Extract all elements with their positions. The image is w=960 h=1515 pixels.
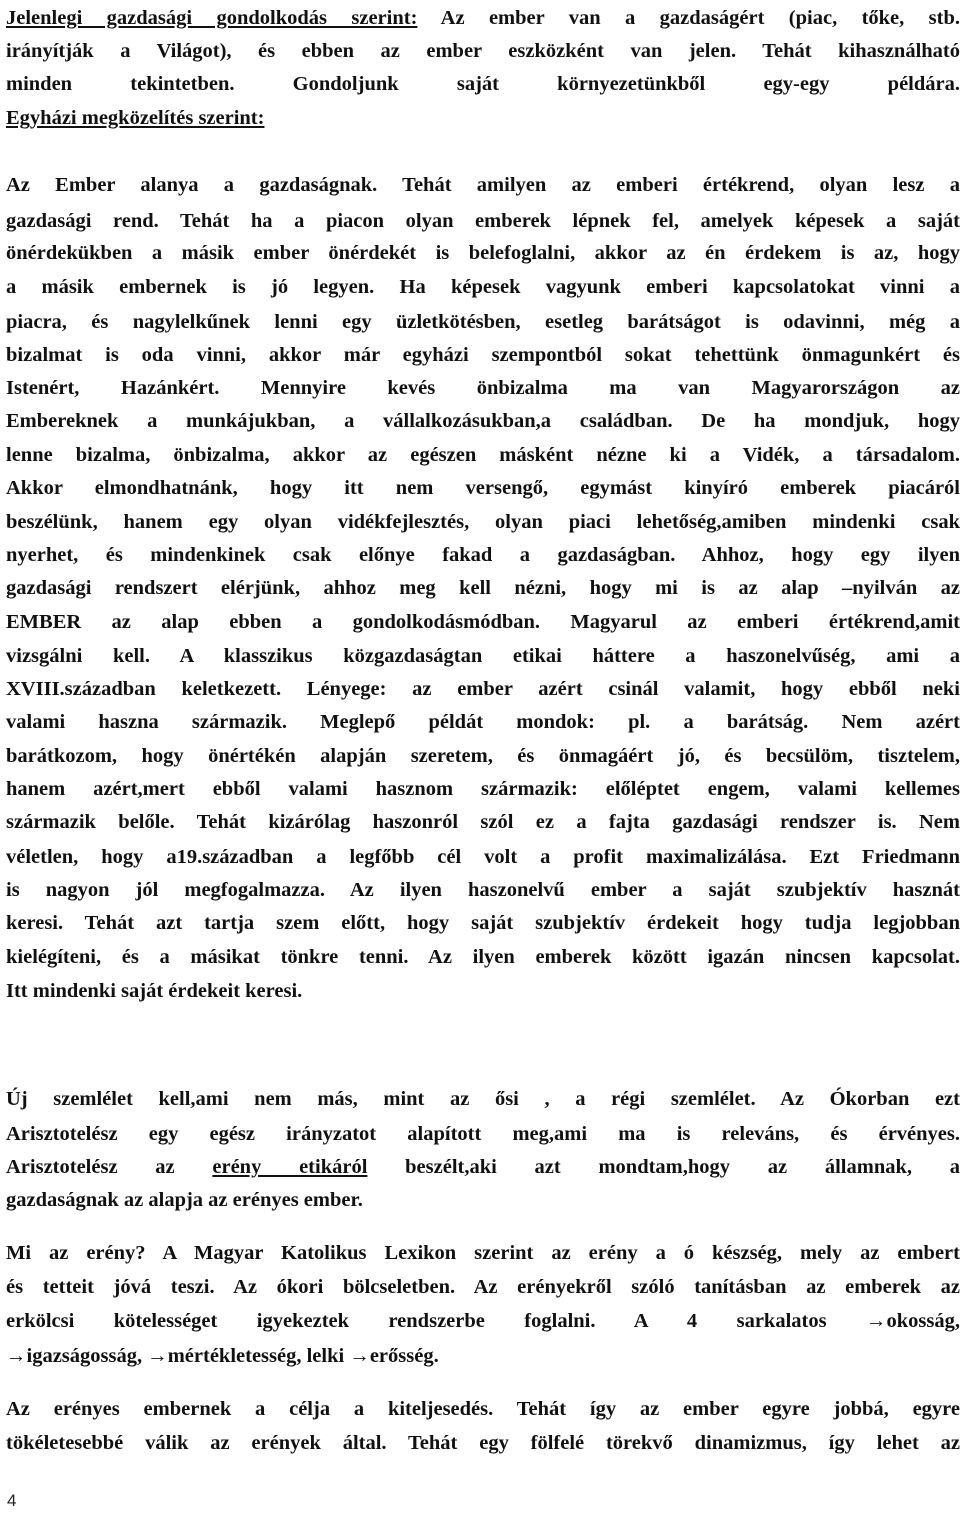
text-segment: Arisztotelész egy egész irányzatot alapított meg,ami ma is releváns, és érvényes.: [6, 1123, 960, 1145]
text-segment: valami haszna származik. Meglepő példát mondok: pl. a barátság. Nem azért: [6, 711, 960, 733]
text-line: [6, 1428, 960, 1458]
text-line: [6, 473, 960, 503]
text-segment: beszélünk, hanem egy olyan vidékfejlesztés, olyan piaci lehetőség,amiben mindenki csak: [6, 511, 960, 533]
text-line: [6, 674, 960, 704]
text-line: [6, 1238, 960, 1268]
underlined-text: Jelenlegi gazdasági gondolkodás szerint:: [6, 7, 418, 29]
text-line: [6, 1341, 960, 1371]
text-segment: minden tekintetben. Gondoljunk saját környezetünkből egy-egy példára.: [6, 73, 960, 95]
text-line: [6, 1119, 960, 1149]
text-line: [6, 1394, 960, 1424]
text-segment: Embereknek a munkájukban, a vállalkozásukban,a családban. De ha mondjuk, hogy: [6, 410, 960, 432]
text-segment: keresi. Tehát azt tartja szem előtt, hogy saját szubjektív érdekeit hogy tudja legjobban: [6, 912, 960, 934]
text-line: [6, 1185, 960, 1215]
text-segment: beszélt,aki azt mondtam,hogy az államnak, a: [367, 1156, 960, 1178]
text-line: [6, 875, 960, 905]
text-segment: gazdaságnak az alapja az erényes ember.: [6, 1189, 363, 1211]
text-line: [6, 842, 960, 872]
text-segment: Mi az erény? A Magyar Katolikus Lexikon szerint az erény a ó készség, mely az embert: [6, 1242, 960, 1264]
text-line: [6, 573, 960, 603]
text-segment: lenne bizalma, önbizalma, akkor az egészen másként nézne ki a Vidék, a társadalom.: [6, 444, 960, 466]
text-line: [6, 707, 960, 737]
text-segment: gazdasági rendszert elérjünk, ahhoz meg kell nézni, hogy mi is az alap –nyilván az: [6, 577, 960, 599]
text-line: [6, 103, 960, 133]
text-segment: piacra, és nagylelkűnek lenni egy üzletkötésben, esetleg barátságot is odavinni, még a: [6, 311, 960, 333]
text-segment: véletlen, hogy a19.században a legfőbb cél volt a profit maximalizálása. Ezt Friedmann: [6, 846, 960, 868]
text-line: [6, 1272, 960, 1302]
underlined-text: Egyházi megközelítés szerint:: [6, 107, 265, 129]
text-segment: és tetteit jóvá teszi. Az ókori bölcseletben. Az erényekről szóló tanításban az emberek az: [6, 1276, 960, 1298]
text-line: [6, 170, 960, 200]
text-line: [6, 1306, 960, 1336]
text-segment: Új szemlélet kell,ami nem más, mint az ősi , a régi szemlélet. Az Ókorban ezt: [6, 1088, 960, 1110]
text-segment: Istenért, Hazánkért. Mennyire kevés önbizalma ma van Magyarországon az: [6, 377, 960, 399]
text-line: [6, 774, 960, 804]
text-segment: hanem azért,mert ebből valami hasznom származik: előléptet engem, valami kellemes: [6, 778, 960, 800]
text-segment: nyerhet, és mindenkinek csak előnye fakad a gazdaságban. Ahhoz, hogy egy ilyen: [6, 544, 960, 566]
text-segment: származik belőle. Tehát kizárólag haszonról szól ez a fajta gazdasági rendszer is. Nem: [6, 811, 960, 833]
text-line: [6, 272, 960, 302]
text-segment: erkölcsi kötelességet igyekeztek rendszerbe foglalni. A 4 sarkalatos →okosság,: [6, 1310, 960, 1332]
text-segment: a másik embernek is jó legyen. Ha képesek vagyunk emberi kapcsolatokat vinni a: [6, 276, 960, 298]
text-line: [6, 976, 960, 1006]
text-segment: EMBER az alap ebben a gondolkodásmódban. Magyarul az emberi értékrend,amit: [6, 611, 960, 633]
text-line: [6, 440, 960, 470]
text-line: [6, 942, 960, 972]
text-segment: Itt mindenki saját érdekeit keresi.: [6, 980, 303, 1002]
text-line: [6, 1084, 960, 1114]
page-number: 4: [7, 1491, 17, 1510]
text-line: [6, 406, 960, 436]
text-line: [6, 641, 960, 671]
text-segment: →igazságosság, →mértékletesség, lelki →erősség.: [6, 1345, 439, 1367]
text-line: [6, 307, 960, 337]
text-segment: is nagyon jól megfogalmazza. Az ilyen haszonelvű ember a saját szubjektív hasznát: [6, 879, 960, 901]
text-segment: barátkozom, hogy önértékén alapján szeretem, és önmagáért jó, és becsülöm, tisztelem,: [6, 745, 960, 767]
text-line: [6, 1152, 960, 1182]
text-line: [6, 36, 960, 66]
text-line: [6, 206, 960, 236]
text-line: [6, 908, 960, 938]
text-segment: Akkor elmondhatnánk, hogy itt nem versengő, egymást kinyíró emberek piacáról: [6, 477, 960, 499]
text-line: [6, 540, 960, 570]
text-segment: kielégíteni, és a másikat tönkre tenni. Az ilyen emberek között igazán nincsen kapcsolat.: [6, 946, 960, 968]
text-line: [6, 507, 960, 537]
text-segment: vizsgálni kell. A klasszikus közgazdaságtan etikai háttere a haszonelvűség, ami a: [6, 645, 960, 667]
text-segment: Az erényes embernek a célja a kiteljesedés. Tehát így az ember egyre jobbá, egyre: [6, 1398, 960, 1420]
text-segment: tökéletesebbé válik az erények által. Tehát egy fölfelé törekvő dinamizmus, így lehet az: [6, 1432, 960, 1454]
text-line: [6, 741, 960, 771]
text-segment: XVIII.században keletkezett. Lényege: az ember azért csinál valamit, hogy ebből neki: [6, 678, 960, 700]
text-segment: Az Ember alanya a gazdaságnak. Tehát amilyen az emberi értékrend, olyan lesz a: [6, 174, 960, 196]
text-segment: irányítják a Világot), és ebben az ember eszközként van jelen. Tehát kihasználható: [6, 40, 960, 62]
underlined-text: erény etikáról: [212, 1156, 368, 1178]
text-line: [6, 238, 960, 268]
text-line: [6, 3, 960, 33]
text-segment: bizalmat is oda vinni, akkor már egyházi szempontból sokat tehettünk önmagunkért és: [6, 344, 960, 366]
text-segment: Az ember van a gazdaságért (piac, tőke, stb.: [417, 7, 960, 29]
text-line: [6, 373, 960, 403]
text-line: [6, 69, 960, 99]
text-segment: gazdasági rend. Tehát ha a piacon olyan emberek lépnek fel, amelyek képesek a saját: [6, 210, 960, 232]
text-line: [6, 607, 960, 637]
text-line: [6, 807, 960, 837]
text-segment: önérdekükben a másik ember önérdekét is belefoglalni, akkor az én érdekem is az, hogy: [6, 242, 960, 264]
text-line: [6, 340, 960, 370]
text-segment: Arisztotelész az: [6, 1156, 213, 1178]
